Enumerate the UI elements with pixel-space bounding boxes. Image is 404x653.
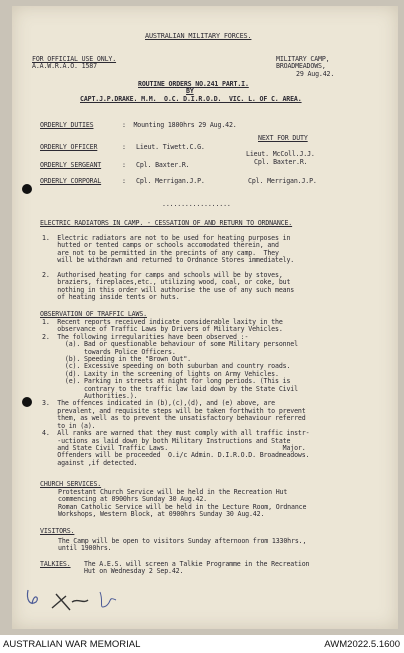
commanding-officer: CAPT.J.P.DRAKE. M.M. O.C. D.I.R.O.D. VIC. L. OF C. AREA.	[80, 95, 302, 103]
duty-current: Lieut. Tiwett.C.G.	[136, 143, 205, 151]
camp-location: MILITARY CAMP, BROADMEADOWS,	[276, 55, 330, 71]
radiators-item-1: 1. Electric radiators are not to be used for heating purposes in hutted or tented camps or schools accomodated therein, and are not to be permitted in the precints of any camp. They will be withdrawn and returned to Ordnance Stores immediately.	[42, 234, 295, 265]
duty-sep: :	[122, 177, 126, 185]
by-label: BY	[186, 87, 194, 95]
footer-institution: AUSTRALIAN WAR MEMORIAL	[3, 639, 141, 650]
next-duty-heading: NEXT FOR DUTY	[258, 134, 308, 142]
talkies-body: The A.E.S. will screen a Talkie Programme in the Recreation Hut on Wednesday 2 Sep.42.	[84, 560, 310, 576]
traffic-body: 1. Recent reports received indicate considerable laxity in the observance of Traffic Laws by Drivers of Military Vehicles. 2. The following irregularities have been observed :- (a). Bad or questionable behaviour of some Military personnel towards Police Officers. (b). Speeding in the "Brown Out". (c). Excessive speeding on both suburban and country roads. (d). Laxity in the screening of lights on Army Vehicles. (e). Parking in streets at night for long periods. (This is contrary to the traffic law laid down by the State Civil Authorities.). 3. The offences indicated in (b),(c),(d), and (e) above, are prevalent, and requisite steps will be taken forthwith to prevent them, as well as to prevent the unsatisfactory behaviour referred to in (a). 4. All ranks are warned that they must comply with all traffic instr- -uctions as laid down by both Military Instructions and State and State Civil Traffic Laws. Major. Offenders will be proceeded O.i/c Admin. D.I.R.O.D. Broadmeadows. against ,if detected.	[42, 318, 310, 467]
footer-bar	[0, 635, 404, 653]
duty-current: Cpl. Baxter.R.	[136, 161, 190, 169]
duty-role: ORDERLY CORPORAL	[40, 177, 102, 185]
duty-role: ORDERLY SERGEANT	[40, 161, 102, 169]
punch-hole	[22, 397, 32, 407]
duty-next: Cpl. Baxter.R.	[254, 158, 308, 166]
church-body: Protestant Church Service will be held in the Recreation Hut commencing at 0900hrs Sunday 30 Aug.42. Roman Catholic Service will be held in the Lecture Room, Ordnance Workshops, Western Block, at 0900hrs Sunday 30 Aug.42.	[58, 488, 307, 519]
duties-mounting: : Mounting 1800hrs 29 Aug.42.	[122, 121, 237, 129]
duties-heading: ORDERLY DUTIES	[40, 121, 94, 129]
radiators-item-2: 2. Authorised heating for camps and schools will be by stoves, braziers, fireplaces,etc., utilizing wood, coal, or coke, but nothing in this order will authorise the use of any such means of heating inside tents or huts.	[42, 271, 295, 302]
duty-current: Cpl. Merrigan.J.P.	[136, 177, 205, 185]
duty-role: ORDERLY OFFICER	[40, 143, 98, 151]
traffic-heading: OBSERVATION OF TRAFFIC LAWS.	[40, 310, 147, 318]
routine-orders-title: ROUTINE ORDERS NO.241 PART.I.	[138, 80, 249, 88]
punch-hole	[22, 184, 32, 194]
footer-accession-number: AWM2022.5.1600	[324, 639, 400, 650]
reference-number: A.A.W.R.A.O. 1587	[32, 62, 97, 70]
radiators-heading: ELECTRIC RADIATORS IN CAMP. - CESSATION OF AND RETURN TO ORDNANCE.	[40, 219, 293, 227]
classification: FOR OFFICIAL USE ONLY.	[32, 55, 117, 63]
document-title: AUSTRALIAN MILITARY FORCES.	[145, 32, 252, 40]
signature-scribbles	[22, 582, 132, 622]
duty-next: Cpl. Merrigan.J.P.	[248, 177, 317, 185]
visitors-body: The Camp will be open to visitors Sunday afternoon from 1330hrs., until 1900hrs.	[58, 537, 307, 553]
church-heading: CHURCH SERVICES.	[40, 480, 102, 488]
duty-sep: :	[122, 143, 126, 151]
order-date: 29 Aug.42.	[296, 70, 335, 78]
duty-sep: :	[122, 161, 126, 169]
visitors-heading: VISITORS.	[40, 527, 75, 535]
talkies-heading: TALKIES.	[40, 560, 71, 568]
separator-dots: ..................	[162, 200, 231, 208]
duty-next: Lieut. McColl.J.J.	[246, 150, 315, 158]
